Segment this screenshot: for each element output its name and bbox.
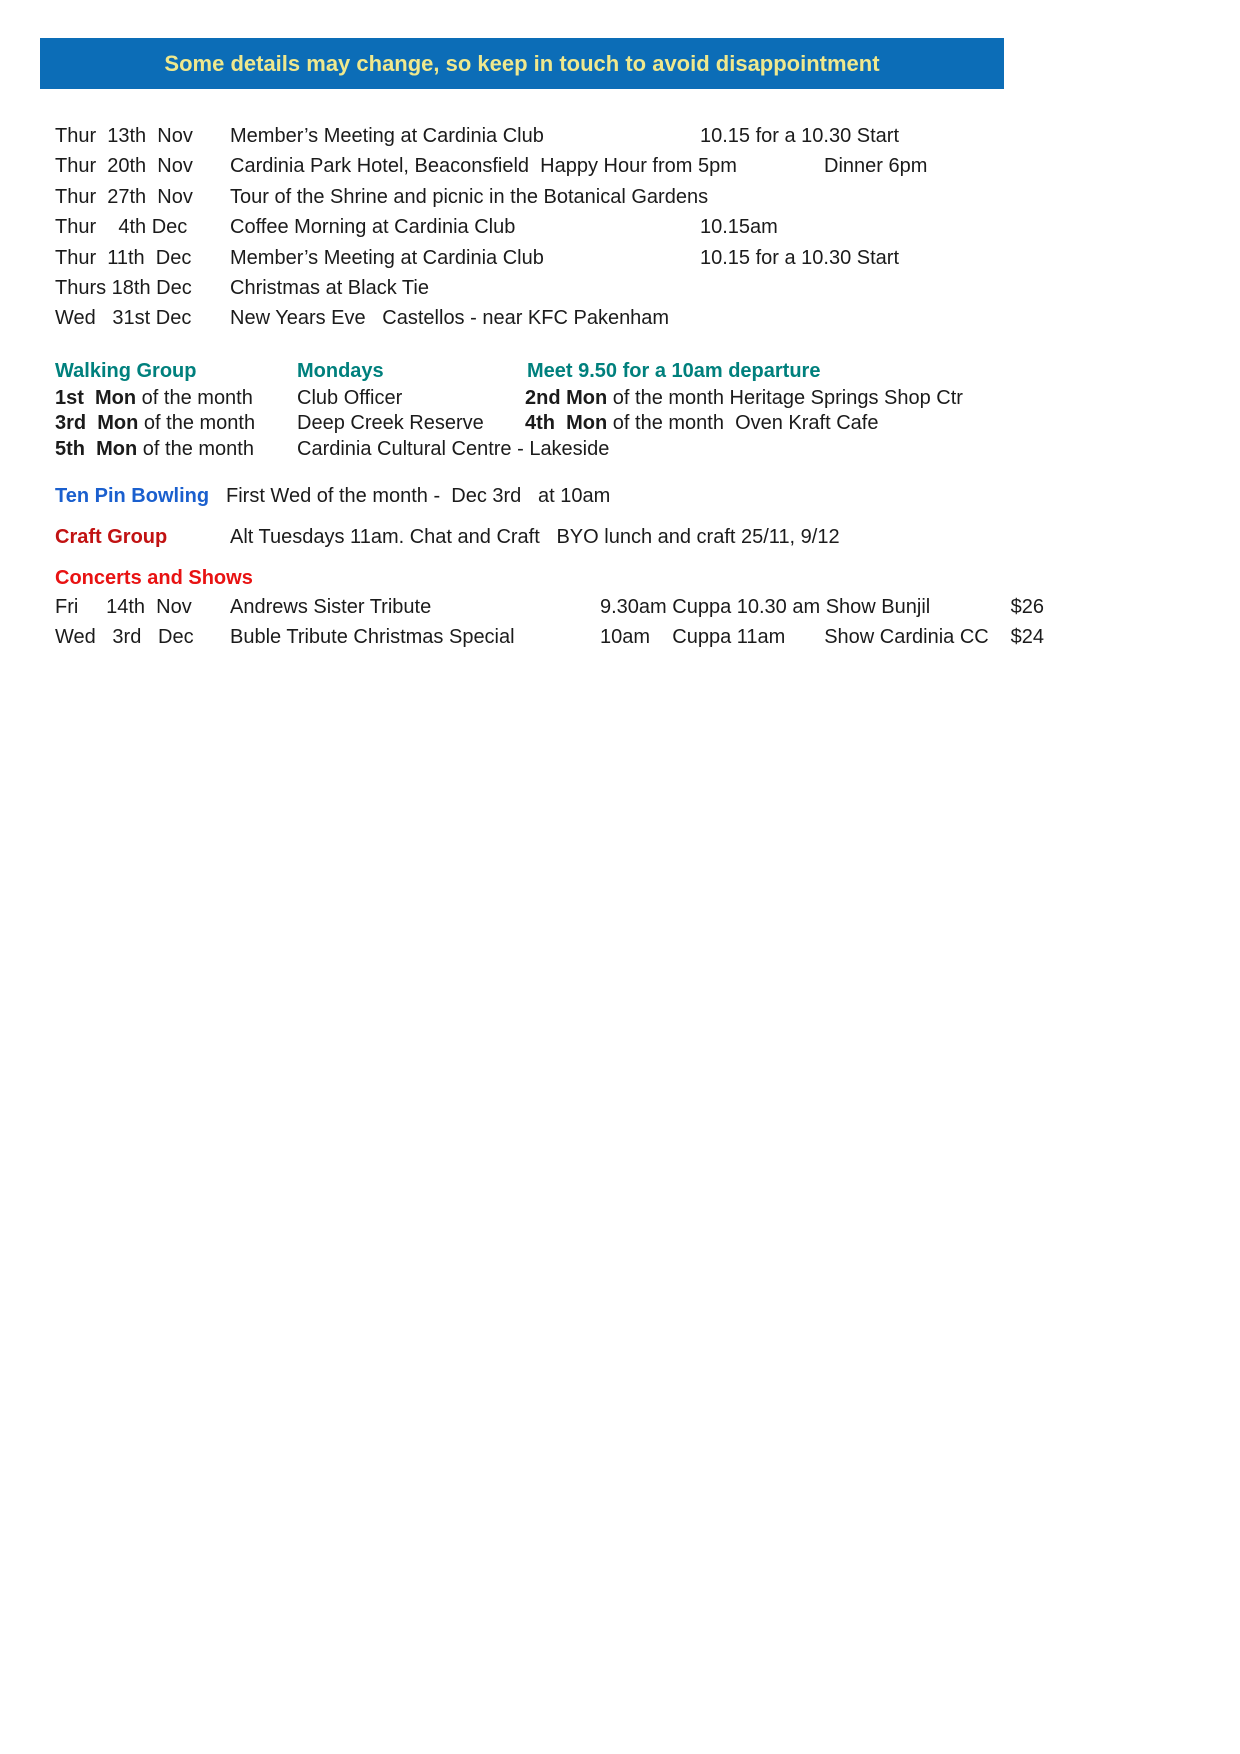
craft-group-label: Craft Group — [55, 526, 168, 548]
event-description: Christmas at Black Tie — [230, 276, 429, 299]
concert-date: Fri 14th Nov — [55, 596, 192, 618]
walking-week-label: 2nd Mon — [525, 387, 608, 409]
notice-banner — [40, 38, 1004, 89]
walking-week-label: 3rd Mon — [55, 412, 139, 435]
event-time: 10.15am — [700, 216, 778, 239]
concert-row — [0, 592, 1240, 622]
event-date: Thurs 18th Dec — [55, 276, 192, 299]
walking-col1 — [55, 411, 255, 436]
walking-col3 — [525, 386, 963, 411]
event-row — [0, 182, 1240, 212]
walking-col1 — [55, 386, 253, 411]
event-description: Coffee Morning at Cardinia Club — [230, 216, 516, 239]
event-time: 10.15 for a 10.30 Start — [700, 125, 900, 147]
event-date: Thur 20th Nov — [55, 155, 193, 178]
event-date: Thur 11th Dec — [55, 246, 192, 269]
event-extra: Dinner 6pm — [824, 155, 928, 178]
walking-week-label: 1st Mon — [55, 387, 137, 409]
walking-col2-location: Cardinia Cultural Centre - Lakeside — [297, 437, 610, 460]
concert-price: $26 — [1010, 596, 1044, 618]
concert-price: $24 — [1010, 626, 1044, 649]
event-time: 10.15 for a 10.30 Start — [700, 246, 900, 269]
tenpin-bowling-label: Ten Pin Bowling — [55, 485, 210, 507]
walking-week-rest: of the month Heritage Springs Shop Ctr — [607, 387, 963, 409]
walking-week-rest: of the month — [137, 437, 254, 460]
walking-col2-location: Club Officer — [297, 387, 403, 409]
concert-title: Buble Tribute Christmas Special — [230, 626, 515, 649]
concert-title: Andrews Sister Tribute — [230, 596, 432, 618]
walking-week-rest: of the month Oven Kraft Cafe — [607, 412, 879, 435]
event-date: Wed 31st Dec — [55, 307, 192, 330]
event-description: Member’s Meeting at Cardinia Club — [230, 125, 544, 147]
walking-col2-location: Deep Creek Reserve — [297, 412, 484, 435]
walking-col3 — [525, 411, 878, 436]
walking-week-label: 5th Mon — [55, 437, 138, 460]
event-row — [0, 121, 1240, 151]
tenpin-bowling-row — [0, 481, 1240, 511]
walking-day-label: Mondays — [297, 360, 384, 382]
walking-week-rest: of the month — [138, 412, 256, 435]
event-row — [0, 212, 1240, 242]
event-date: Thur 13th Nov — [55, 125, 193, 147]
event-row — [0, 273, 1240, 303]
event-row — [0, 303, 1240, 333]
event-description: Tour of the Shrine and picnic in the Botanical Gardens — [230, 185, 709, 208]
walking-group-heading — [0, 356, 1240, 386]
walking-week-rest: of the month — [136, 387, 253, 409]
walking-group-title: Walking Group — [55, 360, 197, 382]
event-date: Thur 27th Nov — [55, 185, 193, 208]
walking-group-section — [0, 356, 1240, 462]
concert-times: 10am Cuppa 11am Show Cardinia CC — [600, 626, 989, 649]
concerts-list — [0, 592, 1240, 653]
walking-row — [0, 386, 1240, 411]
craft-group-details: Alt Tuesdays 11am. Chat and Craft BYO lunch and craft 25/11, 9/12 — [230, 526, 840, 548]
walking-meet-label: Meet 9.50 for a 10am departure — [527, 360, 821, 382]
event-description: New Years Eve Castellos - near KFC Pakenham — [230, 307, 670, 330]
event-row — [0, 243, 1240, 273]
event-description: Member’s Meeting at Cardinia Club — [230, 246, 544, 269]
concert-date: Wed 3rd Dec — [55, 626, 194, 649]
walking-row — [0, 411, 1240, 436]
event-row — [0, 151, 1240, 181]
walking-week-label: 4th Mon — [525, 412, 608, 435]
event-description: Cardinia Park Hotel, Beaconsfield Happy Hour from 5pm — [230, 155, 737, 178]
walking-row — [0, 437, 1240, 462]
concert-row — [0, 622, 1240, 652]
concert-times: 9.30am Cuppa 10.30 am Show Bunjil — [600, 596, 931, 618]
concerts-heading: Concerts and Shows — [55, 567, 253, 589]
tenpin-bowling-details: First Wed of the month - Dec 3rd at 10am — [226, 485, 611, 507]
event-date: Thur 4th Dec — [55, 216, 188, 239]
walking-col1 — [55, 437, 254, 462]
notice-banner-text: Some details may change, so keep in touch to avoid disappointment — [164, 50, 880, 76]
craft-group-row — [0, 522, 1240, 552]
events-list — [0, 121, 1240, 334]
